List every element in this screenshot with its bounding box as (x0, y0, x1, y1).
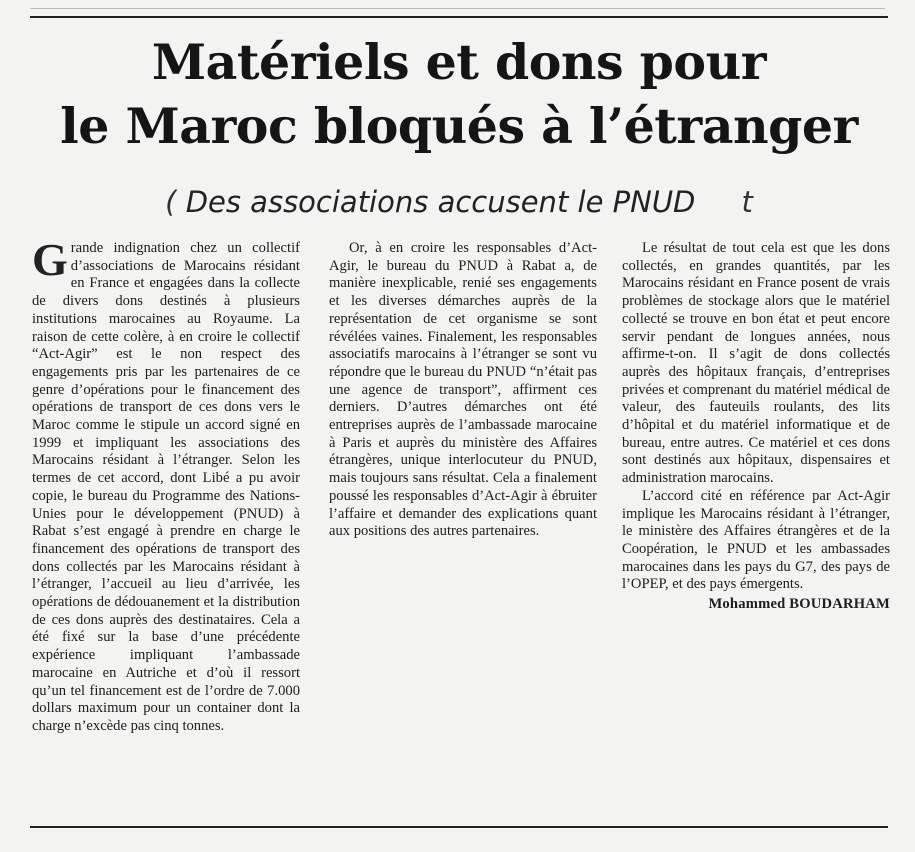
subheadline (30, 182, 888, 222)
article-paragraph-3: Le résultat de tout cela est que les dons collectés, en grandes quantités, par les Marocains résidant en France posent de vrais problèmes de stockage alors que le matériel collecté se trouve en bon état et peut encore servir pendant de longues années, nous affirme-t-on. Il s’agit de dons collectés auprès des hôpitaux français, d’entreprises privées et comprenant du matériel médical de valeur, des fauteuils roulants, des lits d’hôpital et du matériel informatique et de bureau, entre autres. Ce matériel et ces dons sont destinés aux hôpitaux, dispensaires et administration marocains. (622, 240, 890, 487)
article-paragraph-2: Or, à en croire les responsables d’Act-Agir, le bureau du PNUD à Rabat a, de manière inexplicable, renié ses engagements et les diverses démarches auprès de la représentation de cet organisme se sont révélées vaines. Finalement, les responsables associatifs marocains à l’étranger se sont vu répondre que le bureau du PNUD “n’était pas une agence de transport”, affirment ces derniers. D’autres démarches ont été entreprises auprès de l’ambassade marocaine à Paris et auprès du ministère des Affaires étrangères, unique interlocuteur du PNUD, mais toujours sans résultat. Cela a finalement poussé les responsables d’Act-Agir à ébruiter l’affaire et demander des explications quant aux positions des autres partenaires. (329, 240, 597, 540)
article-column-3 (622, 240, 890, 614)
article-column-1 (32, 234, 300, 736)
headline-line-2: le Maroc bloqués à l’étranger (60, 97, 858, 155)
subhead-close-mark: t (741, 185, 753, 219)
article-paragraph-1 (32, 234, 300, 736)
paragraph-1-text: rande indignation chez un collectif d’associations de Marocains résidant en France et engagées dans la collecte de divers dons destinés à plusieurs institutions marocaines au Royaume. La raison de cette colère, à en croire le collectif “Act-Agir” est le non respect des engagements pris par les partenaires de ce genre d’opérations pour le financement des opérations de transport de ces dons vers le Maroc comme le stipule un accord signé en 1999 et impliquant les associations des Marocains résidant à l’étranger. Selon les termes de cet accord, dont Libé a pu avoir copie, le bureau du Programme des Nations-Unies pour le développement (PNUD) à Rabat s’est engagé à prendre en charge le financement des opérations de transport des dons collectés par les Marocains résidant à l’étranger, l’accueil au lieu d’arrivée, les opérations de dédouanement et la distribution de ces dons auprès des destinataires. Cela a été fixé sur la base d’une précédente expérience impliquant l’ambassade marocaine en Autriche et d’où il ressort qu’un tel financement est de l’ordre de 7.000 dollars maximum pour un container dont la charge n’excède pas cinq tonnes. (32, 240, 300, 734)
top-rule (30, 16, 888, 18)
author-byline: Mohammed BOUDARHAM (708, 596, 890, 613)
article-paragraph-4: L’accord cité en référence par Act-Agir implique les Marocains résidant à l’étranger, le ministère des Affaires étrangères et de la Coopération, le PNUD et les ambassades marocaines dans les pays du G7, des pays de l’OPEP, et des pays émergents. (622, 487, 890, 593)
article-column-2 (329, 240, 597, 541)
headline-line-1: Matériels et dons pour (151, 33, 767, 91)
subhead-text: Des associations accusent le PNUD (185, 185, 696, 219)
page-header-strip (30, 0, 885, 9)
subhead-open-mark: ( (165, 185, 177, 219)
headline (30, 30, 888, 158)
drop-cap: G (32, 234, 68, 285)
bottom-rule (30, 826, 888, 828)
